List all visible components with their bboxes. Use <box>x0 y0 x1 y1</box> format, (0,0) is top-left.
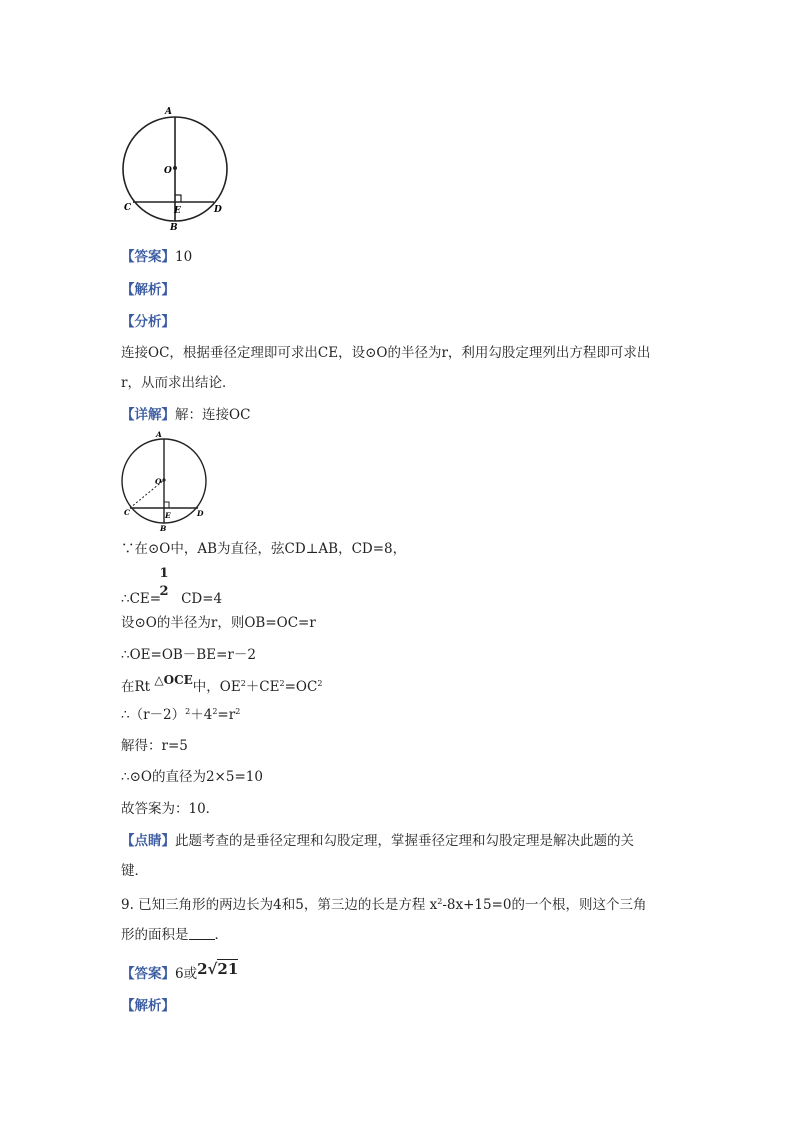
step-2-pre: ∴CE= <box>121 591 162 607</box>
answer-9-v1: 6或 <box>175 966 198 982</box>
step-4: ∴OE=OB－BE=r－2 <box>121 647 256 663</box>
label-e: E <box>165 511 171 520</box>
circle-figure-2 <box>115 428 215 534</box>
center-dot <box>173 166 177 170</box>
detail-line <box>121 406 250 424</box>
sup: 2 <box>185 707 191 716</box>
answer-9-tag: 【答案】 <box>121 966 175 982</box>
step-9: 故答案为：10． <box>121 801 220 817</box>
analysis-tag: 【解析】 <box>121 282 175 298</box>
sup: 2 <box>279 679 285 688</box>
answer-9-radical: 2√21 <box>197 960 239 978</box>
dianjing-line-1 <box>121 832 634 850</box>
center-dot <box>162 478 165 481</box>
fraction-denominator: 2 <box>159 584 169 599</box>
answer-tag: 【答案】 <box>121 249 175 265</box>
q9-line2-pre: 形的面积是 <box>121 927 189 943</box>
sup: 2 <box>240 679 246 688</box>
fraction-numerator: 1 <box>159 566 169 581</box>
q9-line2-post: ． <box>214 927 228 943</box>
label-c: C <box>124 203 132 213</box>
step-6-end: =r <box>217 707 236 723</box>
label-o: O <box>164 166 172 176</box>
answer-blank <box>189 927 215 940</box>
fenxi-line-2: r，从而求出结论． <box>121 375 236 391</box>
radical-coef: 2 <box>197 960 208 978</box>
right-angle-mark <box>175 195 181 202</box>
right-angle-mark <box>164 502 169 508</box>
step-3: 设⊙O的半径为r，则OB=OC=r <box>121 615 316 631</box>
fenxi-line-1: 连接OC，根据垂径定理即可求出CE，设⊙O的半径为r，利用勾股定理列出方程即可求出 <box>121 345 651 361</box>
label-b: B <box>170 223 178 233</box>
answer-8 <box>121 248 192 266</box>
sup: 2 <box>212 707 218 716</box>
detail-text: 解：连接OC <box>175 407 251 423</box>
label-b: B <box>160 524 167 533</box>
step-5 <box>121 673 323 696</box>
step-8: ∴⊙O的直径为2×5=10 <box>121 769 263 785</box>
q9-pre: 9. 已知三角形的两边长为4和5，第三边的长是方程 x <box>121 897 438 913</box>
label-a: A <box>165 107 172 117</box>
label-a: A <box>156 430 162 439</box>
radicand: 21 <box>217 960 239 978</box>
analysis-9-tag: 【解析】 <box>121 998 175 1014</box>
sup: 2 <box>437 897 443 906</box>
step-5-pre: 在Rt <box>121 679 151 695</box>
step-5-mid: 中，OE <box>192 679 241 695</box>
dianjing-line-2: 键． <box>121 863 148 879</box>
detail-tag: 【详解】 <box>121 407 175 423</box>
question-9-line-2 <box>121 926 228 944</box>
step-2 <box>121 590 222 608</box>
answer-value: 10 <box>175 249 193 265</box>
step-6 <box>121 706 240 724</box>
sup: 2 <box>235 707 241 716</box>
dianjing-tag: 【点睛】 <box>121 833 175 849</box>
step-6-mid: ＋4 <box>190 707 213 723</box>
answer-9 <box>121 960 239 983</box>
dianjing-text: 此题考查的是垂径定理和勾股定理，掌握垂径定理和勾股定理是解决此题的关 <box>175 833 634 849</box>
label-d: D <box>214 205 222 215</box>
question-9-line-1 <box>121 896 647 914</box>
label-o: O <box>155 477 162 486</box>
step-2-post: CD=4 <box>181 591 223 607</box>
label-c: C <box>124 508 130 517</box>
fenxi-tag: 【分析】 <box>121 314 175 330</box>
step-5-mid3: =OC <box>284 679 318 695</box>
step-6-pre: ∴（r－2） <box>121 707 186 723</box>
step-5-mid2: ＋CE <box>245 679 280 695</box>
step-1: ∵在⊙O中，AB为直径，弦CD⊥AB，CD=8， <box>121 541 407 557</box>
step-7: 解得：r=5 <box>121 738 188 754</box>
label-d: D <box>197 509 204 518</box>
sup: 2 <box>317 679 323 688</box>
q9-post: -8x+15=0的一个根，则这个三角 <box>442 897 647 913</box>
label-e: E <box>174 206 181 216</box>
triangle-oce: △OCE <box>154 673 193 687</box>
circle-figure-1 <box>115 103 240 233</box>
